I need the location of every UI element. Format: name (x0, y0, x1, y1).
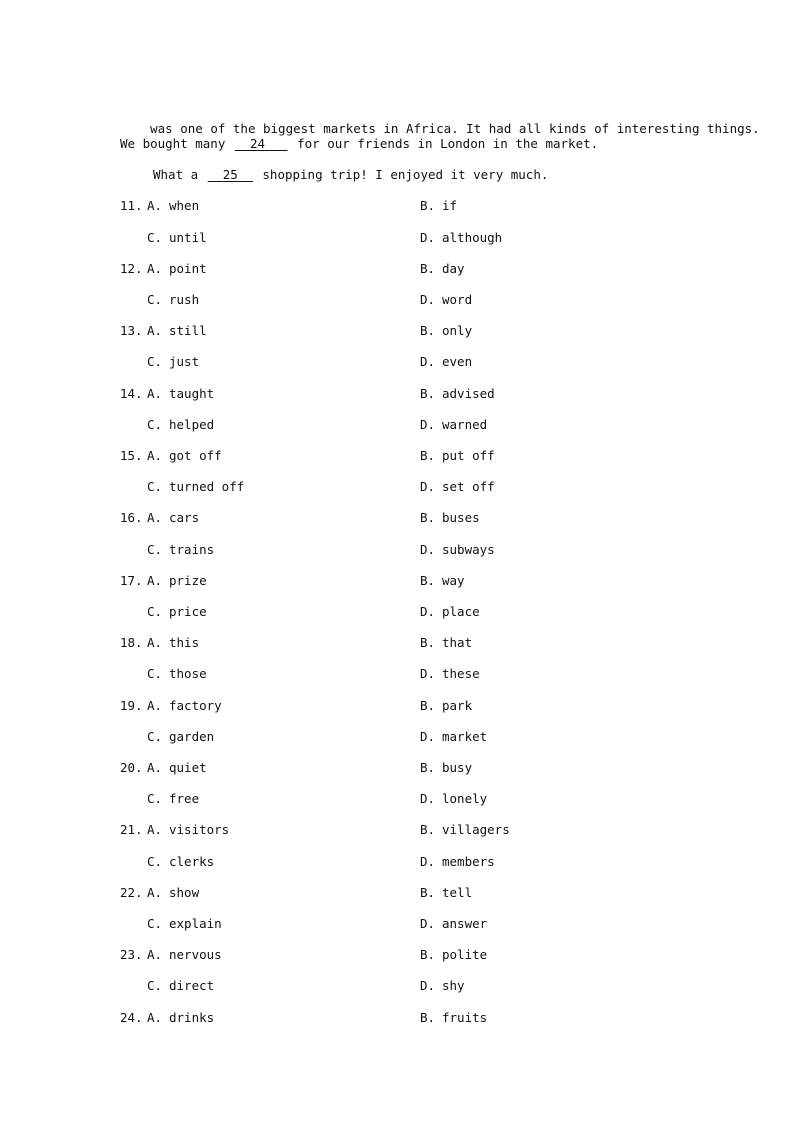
option-b: B. if (420, 198, 458, 213)
question-11-row-ab (120, 198, 680, 214)
question-20-row-cd (120, 791, 680, 807)
option-d: D. shy (420, 978, 465, 993)
option-d: D. warned (420, 417, 488, 432)
question-19-row-cd (120, 729, 680, 745)
question-17-row-cd (120, 604, 680, 620)
question-15-row-cd (120, 479, 680, 495)
question-number: 19. (120, 698, 143, 713)
passage-text: was one of the biggest markets in Africa. It had all kinds of interesting things. (150, 121, 760, 136)
option-a: A. drinks (147, 1010, 215, 1025)
option-a: A. taught (147, 386, 215, 401)
option-a: A. this (147, 635, 200, 650)
question-21-row-cd (120, 854, 680, 870)
question-17-row-ab (120, 573, 680, 589)
passage-text: shopping trip! I enjoyed it very much. (254, 167, 549, 182)
question-number: 14. (120, 386, 143, 401)
option-a: A. nervous (147, 947, 222, 962)
passage-text: We bought many (120, 136, 233, 151)
option-d: D. members (420, 854, 495, 869)
question-number: 18. (120, 635, 143, 650)
option-c: C. until (147, 230, 207, 245)
option-a: A. got off (147, 448, 222, 463)
option-c: C. free (147, 791, 200, 806)
option-d: D. place (420, 604, 480, 619)
option-b: B. tell (420, 885, 473, 900)
option-d: D. even (420, 354, 473, 369)
option-d: D. these (420, 666, 480, 681)
question-13-row-cd (120, 354, 680, 370)
question-number: 17. (120, 573, 143, 588)
option-c: C. helped (147, 417, 215, 432)
question-21-row-ab (120, 822, 680, 838)
question-number: 20. (120, 760, 143, 775)
question-number: 22. (120, 885, 143, 900)
question-number: 21. (120, 822, 143, 837)
question-23-row-cd (120, 978, 680, 994)
option-a: A. point (147, 261, 207, 276)
option-d: D. set off (420, 479, 495, 494)
question-14-row-ab (120, 386, 680, 402)
question-15-row-ab (120, 448, 680, 464)
question-20-row-ab (120, 760, 680, 776)
question-16-row-ab (120, 510, 680, 526)
question-number: 24. (120, 1010, 143, 1025)
option-b: B. park (420, 698, 473, 713)
question-14-row-cd (120, 417, 680, 433)
option-b: B. way (420, 573, 465, 588)
option-c: C. rush (147, 292, 200, 307)
option-c: C. trains (147, 542, 215, 557)
option-a: A. when (147, 198, 200, 213)
blank-25: 25 (222, 167, 238, 182)
option-b: B. that (420, 635, 473, 650)
option-a: A. still (147, 323, 207, 338)
passage-line-3 (153, 167, 548, 183)
option-a: A. prize (147, 573, 207, 588)
question-23-row-ab (120, 947, 680, 963)
passage-text: What a (153, 167, 206, 182)
option-d: D. market (420, 729, 488, 744)
question-number: 11. (120, 198, 143, 213)
option-c: C. direct (147, 978, 215, 993)
question-number: 15. (120, 448, 143, 463)
question-number: 12. (120, 261, 143, 276)
option-a: A. visitors (147, 822, 230, 837)
option-c: C. turned off (147, 479, 245, 494)
option-d: D. although (420, 230, 503, 245)
option-c: C. clerks (147, 854, 215, 869)
question-22-row-cd (120, 916, 680, 932)
option-a: A. show (147, 885, 200, 900)
question-16-row-cd (120, 542, 680, 558)
option-a: A. cars (147, 510, 200, 525)
question-12-row-ab (120, 261, 680, 277)
option-b: B. put off (420, 448, 495, 463)
option-a: A. quiet (147, 760, 207, 775)
option-b: B. only (420, 323, 473, 338)
passage-line-2 (120, 136, 598, 152)
option-b: B. villagers (420, 822, 510, 837)
question-18-row-ab (120, 635, 680, 651)
question-number: 16. (120, 510, 143, 525)
option-b: B. busy (420, 760, 473, 775)
question-13-row-ab (120, 323, 680, 339)
option-c: C. price (147, 604, 207, 619)
option-c: C. those (147, 666, 207, 681)
option-d: D. word (420, 292, 473, 307)
option-b: B. fruits (420, 1010, 488, 1025)
question-number: 13. (120, 323, 143, 338)
option-c: C. just (147, 354, 200, 369)
option-b: B. buses (420, 510, 480, 525)
question-number: 23. (120, 947, 143, 962)
option-c: C. garden (147, 729, 215, 744)
option-d: D. subways (420, 542, 495, 557)
blank-24: 24 (249, 136, 266, 151)
question-24-row-ab (120, 1010, 680, 1026)
passage-text: for our friends in London in the market. (289, 136, 599, 151)
question-18-row-cd (120, 666, 680, 682)
question-11-row-cd (120, 230, 680, 246)
question-12-row-cd (120, 292, 680, 308)
question-19-row-ab (120, 698, 680, 714)
option-b: B. advised (420, 386, 495, 401)
option-d: D. answer (420, 916, 488, 931)
option-c: C. explain (147, 916, 222, 931)
option-b: B. polite (420, 947, 488, 962)
option-b: B. day (420, 261, 465, 276)
question-22-row-ab (120, 885, 680, 901)
option-d: D. lonely (420, 791, 488, 806)
option-a: A. factory (147, 698, 222, 713)
